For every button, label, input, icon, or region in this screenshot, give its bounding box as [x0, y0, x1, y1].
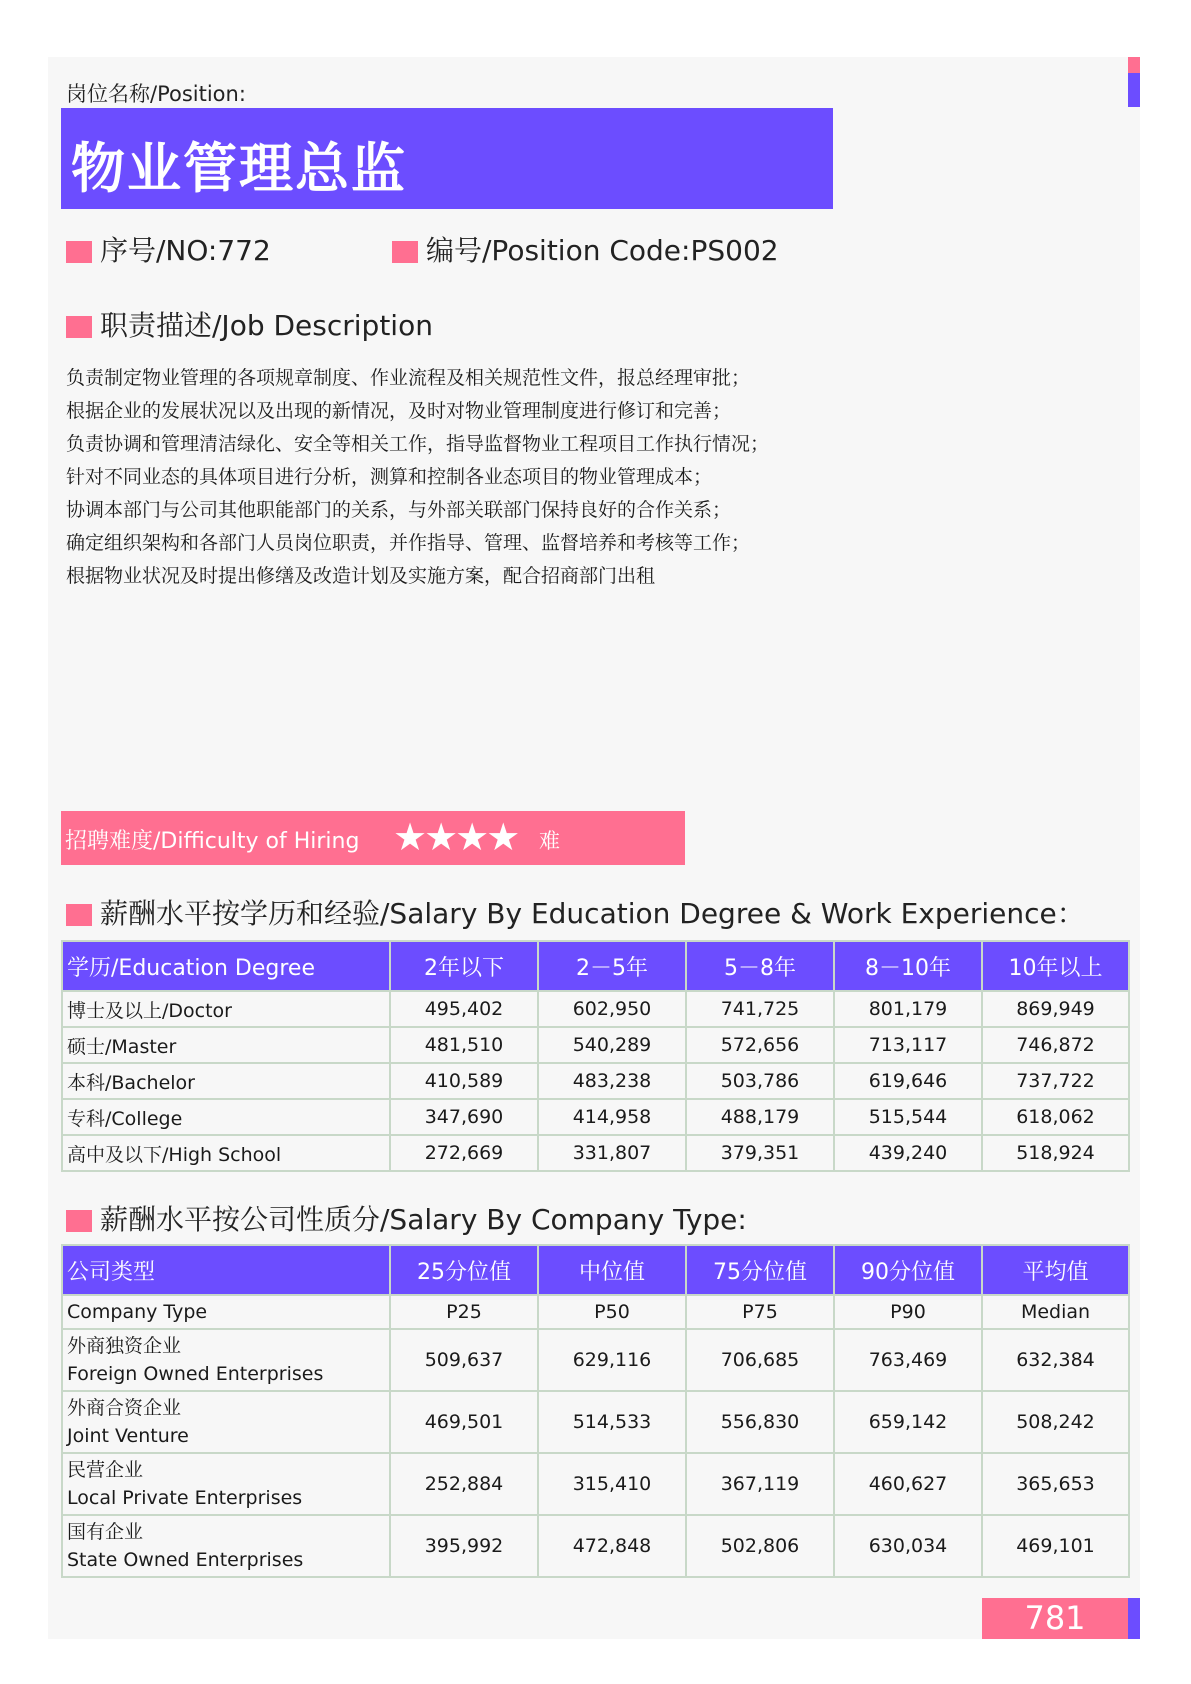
- company-type-en: State Owned Enterprises: [67, 1549, 304, 1571]
- company-type-en: Joint Venture: [67, 1425, 189, 1447]
- title-banner: [61, 108, 833, 209]
- table-cell: 763,469: [834, 1329, 982, 1391]
- table-cell: 659,142: [834, 1391, 982, 1453]
- column-header: 90分位值: [834, 1245, 982, 1295]
- bullet-square-icon: [66, 241, 92, 263]
- table-cell: 469,501: [390, 1391, 538, 1453]
- table-cell: 746,872: [982, 1027, 1129, 1063]
- page-number-accent: [1128, 1598, 1140, 1639]
- table-cell: 503,786: [686, 1063, 834, 1099]
- subheader-cell: P90: [834, 1295, 982, 1329]
- row-label: 博士及以上/Doctor: [62, 991, 390, 1027]
- column-header: 10年以上: [982, 941, 1129, 991]
- table-cell: 315,410: [538, 1453, 686, 1515]
- column-header: 中位值: [538, 1245, 686, 1295]
- table-row: [62, 1063, 1129, 1099]
- table-cell: 632,384: [982, 1329, 1129, 1391]
- salary-education-heading-text: 薪酬水平按学历和经验/Salary By Education Degree & Work Experience：: [100, 897, 1085, 930]
- bullet-square-icon: [66, 316, 92, 338]
- column-header: 8－10年: [834, 941, 982, 991]
- table-cell: 602,950: [538, 991, 686, 1027]
- position-code: [392, 229, 779, 269]
- bullet-square-icon: [66, 904, 92, 926]
- table-cell: 713,117: [834, 1027, 982, 1063]
- job-description-line: 负责制定物业管理的各项规章制度、作业流程及相关规范性文件，报总经理审批；: [66, 367, 751, 389]
- table-cell: 801,179: [834, 991, 982, 1027]
- row-label: 本科/Bachelor: [62, 1063, 390, 1099]
- table-cell: 518,924: [982, 1135, 1129, 1171]
- table-cell: 472,848: [538, 1515, 686, 1577]
- position-label: 岗位名称/Position:: [66, 82, 246, 106]
- company-type-cn: 外商合资企业: [67, 1397, 182, 1419]
- job-description-line: 根据物业状况及时提出修缮及改造计划及实施方案，配合招商部门出租: [66, 565, 656, 587]
- serial-number: [66, 229, 271, 269]
- column-header: 25分位值: [390, 1245, 538, 1295]
- table-row: [62, 1515, 1129, 1577]
- salary-company-table: [61, 1244, 1130, 1578]
- table-cell: 741,725: [686, 991, 834, 1027]
- table-cell: 331,807: [538, 1135, 686, 1171]
- hiring-difficulty-label: 招聘难度/Difficulty of Hiring: [65, 829, 360, 854]
- table-cell: 495,402: [390, 991, 538, 1027]
- table-cell: 252,884: [390, 1453, 538, 1515]
- table-cell: 483,238: [538, 1063, 686, 1099]
- company-type-en: Foreign Owned Enterprises: [67, 1363, 324, 1385]
- table-cell: 460,627: [834, 1453, 982, 1515]
- table-cell: 379,351: [686, 1135, 834, 1171]
- job-description-line: 负责协调和管理清洁绿化、安全等相关工作，指导监督物业工程项目工作执行情况；: [66, 433, 770, 455]
- company-type-en: Local Private Enterprises: [67, 1487, 303, 1509]
- job-description-line: 针对不同业态的具体项目进行分析，测算和控制各业态项目的物业管理成本；: [66, 466, 713, 488]
- serial-number-text: 序号/NO:772: [100, 234, 271, 267]
- table-cell: 619,646: [834, 1063, 982, 1099]
- subheader-cell: Median: [982, 1295, 1129, 1329]
- corner-accent-purple: [1128, 73, 1140, 107]
- table-row: [62, 1135, 1129, 1171]
- column-header: 2年以下: [390, 941, 538, 991]
- position-code-text: 编号/Position Code:PS002: [426, 234, 779, 267]
- company-type-cn: 民营企业: [67, 1459, 144, 1481]
- page-number: 781: [982, 1598, 1128, 1639]
- table-row: [62, 1453, 1129, 1515]
- table-cell: 556,830: [686, 1391, 834, 1453]
- subheader-cell: P25: [390, 1295, 538, 1329]
- subheader-cell: Company Type: [62, 1295, 390, 1329]
- job-description-heading: [66, 304, 433, 344]
- table-cell: 515,544: [834, 1099, 982, 1135]
- table-cell: 737,722: [982, 1063, 1129, 1099]
- table-header-row: [62, 1245, 1129, 1295]
- column-header: 公司类型: [62, 1245, 390, 1295]
- row-label: 专科/College: [62, 1099, 390, 1135]
- company-type-cn: 国有企业: [67, 1521, 144, 1543]
- star-rating-icon: ★★★★: [393, 815, 518, 859]
- bullet-square-icon: [392, 241, 418, 263]
- subheader-cell: P50: [538, 1295, 686, 1329]
- table-cell: 410,589: [390, 1063, 538, 1099]
- job-description-line: 协调本部门与公司其他职能部门的关系，与外部关联部门保持良好的合作关系；: [66, 499, 732, 521]
- table-row: [62, 1329, 1129, 1391]
- column-header: 平均值: [982, 1245, 1129, 1295]
- column-header: 5－8年: [686, 941, 834, 991]
- company-type-cn: 外商独资企业: [67, 1335, 182, 1357]
- table-cell: 395,992: [390, 1515, 538, 1577]
- company-type-cell: [62, 1329, 390, 1391]
- job-description-line: 根据企业的发展状况以及出现的新情况，及时对物业管理制度进行修订和完善；: [66, 400, 732, 422]
- table-cell: 618,062: [982, 1099, 1129, 1135]
- table-cell: 347,690: [390, 1099, 538, 1135]
- job-description-line: 确定组织架构和各部门人员岗位职责，并作指导、管理、监督培养和考核等工作；: [66, 532, 751, 554]
- company-type-cell: [62, 1453, 390, 1515]
- table-cell: 508,242: [982, 1391, 1129, 1453]
- table-cell: 629,116: [538, 1329, 686, 1391]
- column-header: 2－5年: [538, 941, 686, 991]
- table-cell: 367,119: [686, 1453, 834, 1515]
- salary-company-heading-text: 薪酬水平按公司性质分/Salary By Company Type:: [100, 1203, 747, 1236]
- table-cell: 630,034: [834, 1515, 982, 1577]
- column-header: 学历/Education Degree: [62, 941, 390, 991]
- row-label: 高中及以下/High School: [62, 1135, 390, 1171]
- column-header: 75分位值: [686, 1245, 834, 1295]
- table-cell: 514,533: [538, 1391, 686, 1453]
- job-description-body: [66, 362, 846, 593]
- company-type-cell: [62, 1515, 390, 1577]
- table-row: [62, 991, 1129, 1027]
- salary-education-heading: [66, 892, 1085, 932]
- table-row: [62, 1099, 1129, 1135]
- table-cell: 439,240: [834, 1135, 982, 1171]
- table-cell: 502,806: [686, 1515, 834, 1577]
- company-type-cell: [62, 1391, 390, 1453]
- row-label: 硕士/Master: [62, 1027, 390, 1063]
- hiring-difficulty-bar: [61, 811, 685, 865]
- bullet-square-icon: [66, 1210, 92, 1232]
- subheader-cell: P75: [686, 1295, 834, 1329]
- job-description-heading-text: 职责描述/Job Description: [100, 309, 433, 342]
- table-cell: 469,101: [982, 1515, 1129, 1577]
- table-cell: 572,656: [686, 1027, 834, 1063]
- table-subheader-row: [62, 1295, 1129, 1329]
- table-cell: 365,653: [982, 1453, 1129, 1515]
- page-title: 物业管理总监: [71, 137, 407, 200]
- hiring-difficulty-level: 难: [539, 829, 560, 853]
- salary-company-heading: [66, 1198, 747, 1238]
- table-cell: 540,289: [538, 1027, 686, 1063]
- table-cell: 272,669: [390, 1135, 538, 1171]
- table-cell: 869,949: [982, 991, 1129, 1027]
- table-cell: 488,179: [686, 1099, 834, 1135]
- table-cell: 414,958: [538, 1099, 686, 1135]
- table-cell: 706,685: [686, 1329, 834, 1391]
- table-cell: 481,510: [390, 1027, 538, 1063]
- salary-education-table: [61, 940, 1130, 1172]
- table-row: [62, 1027, 1129, 1063]
- corner-accent-pink: [1128, 57, 1140, 73]
- table-cell: 509,637: [390, 1329, 538, 1391]
- table-header-row: [62, 941, 1129, 991]
- table-row: [62, 1391, 1129, 1453]
